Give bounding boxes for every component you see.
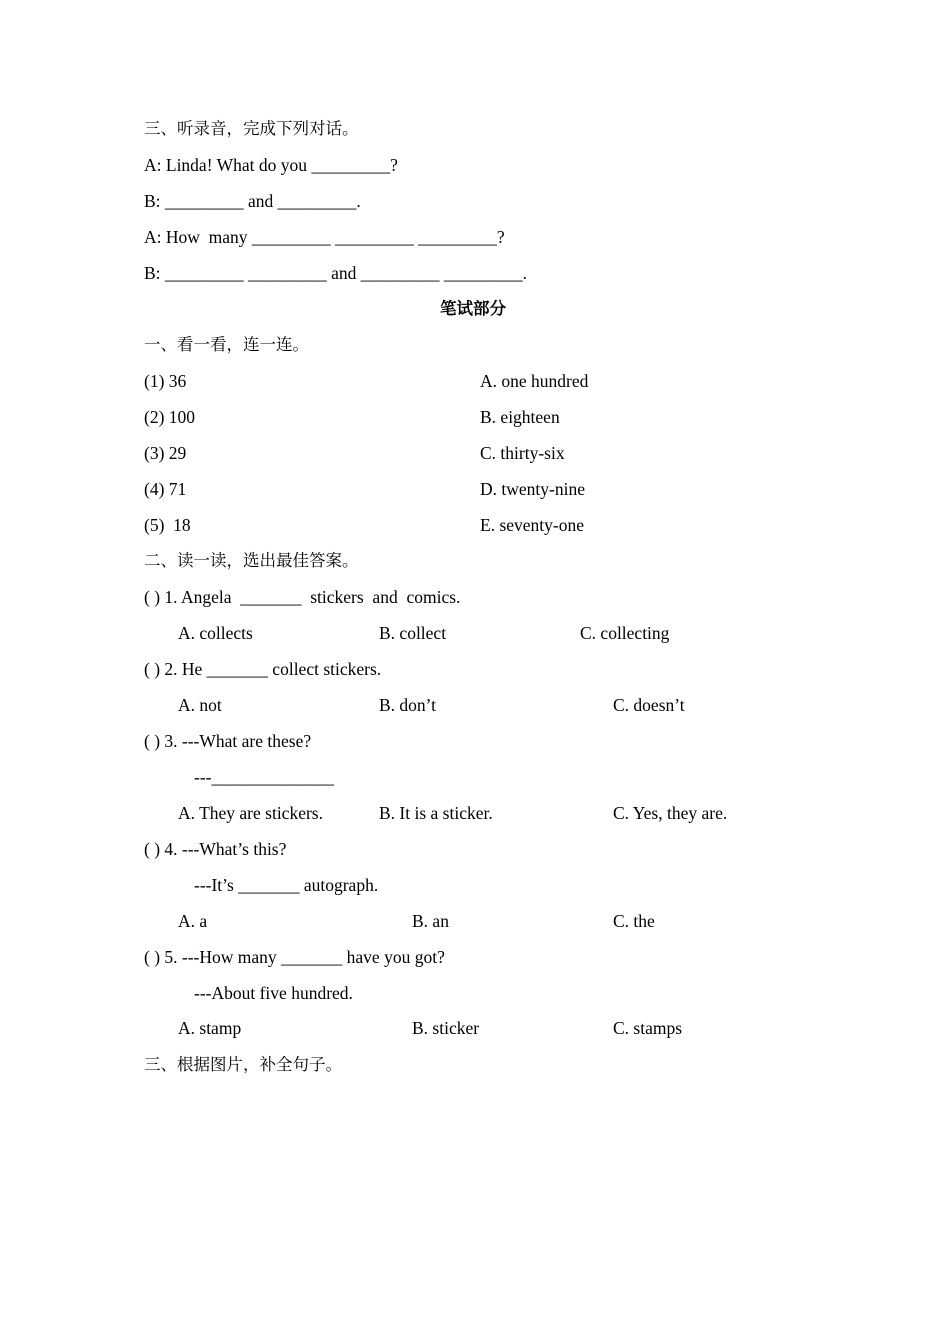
match-left-3: (3) 29 [144,443,187,463]
dialogue-line-2: B: _________ and _________. [144,191,361,211]
match-right-a: A. one hundred [480,371,589,391]
question-5-option-c: C. stamps [613,1018,683,1038]
written-section-title: 笔试部分 [440,299,506,318]
listening-heading: 三、听录音，完成下列对话。 [144,119,359,138]
question-5-answer-line: ---About five hundred. [194,983,353,1003]
match-left-5: (5) 18 [144,515,191,535]
dialogue-line-4: B: _________ _________ and _________ _________. [144,263,528,283]
question-4-option-c: C. the [613,911,655,931]
question-4-option-a: A. a [178,911,208,931]
question-2-option-b: B. don’t [379,695,437,715]
question-2-option-a: A. not [178,695,222,715]
question-1-option-b: B. collect [379,623,447,643]
question-1-option-a: A. collects [178,623,253,643]
question-5-option-b: B. sticker [412,1018,480,1038]
matching-heading: 一、看一看，连一连。 [144,335,309,354]
match-left-2: (2) 100 [144,407,196,427]
match-right-c: C. thirty-six [480,443,565,463]
match-right-e: E. seventy-one [480,515,584,535]
choice-heading: 二、读一读，选出最佳答案。 [144,551,359,570]
question-2-option-c: C. doesn’t [613,695,685,715]
question-3-option-a: A. They are stickers. [178,803,323,823]
picture-section-heading: 三、根据图片，补全句子。 [144,1055,342,1074]
match-left-4: (4) 71 [144,479,187,499]
question-3-stem: ( ) 3. ---What are these? [144,731,312,751]
question-5-stem: ( ) 5. ---How many _______ have you got? [144,947,445,967]
question-3-answer-line: ---______________ [194,767,334,787]
question-4-option-b: B. an [412,911,449,931]
match-right-b: B. eighteen [480,407,560,427]
question-3-option-c: C. Yes, they are. [613,803,728,823]
match-right-d: D. twenty-nine [480,479,585,499]
question-2-stem: ( ) 2. He _______ collect stickers. [144,659,382,679]
match-left-1: (1) 36 [144,371,187,391]
question-1-stem: ( ) 1. Angela _______ stickers and comics. [144,587,461,607]
question-4-stem: ( ) 4. ---What’s this? [144,839,287,859]
question-5-option-a: A. stamp [178,1018,242,1038]
question-1-option-c: C. collecting [580,623,670,643]
dialogue-line-1: A: Linda! What do you _________? [144,155,398,175]
dialogue-line-3: A: How many _________ _________ _________? [144,227,505,247]
question-3-option-b: B. It is a sticker. [379,803,493,823]
question-4-answer-line: ---It’s _______ autograph. [194,875,379,895]
